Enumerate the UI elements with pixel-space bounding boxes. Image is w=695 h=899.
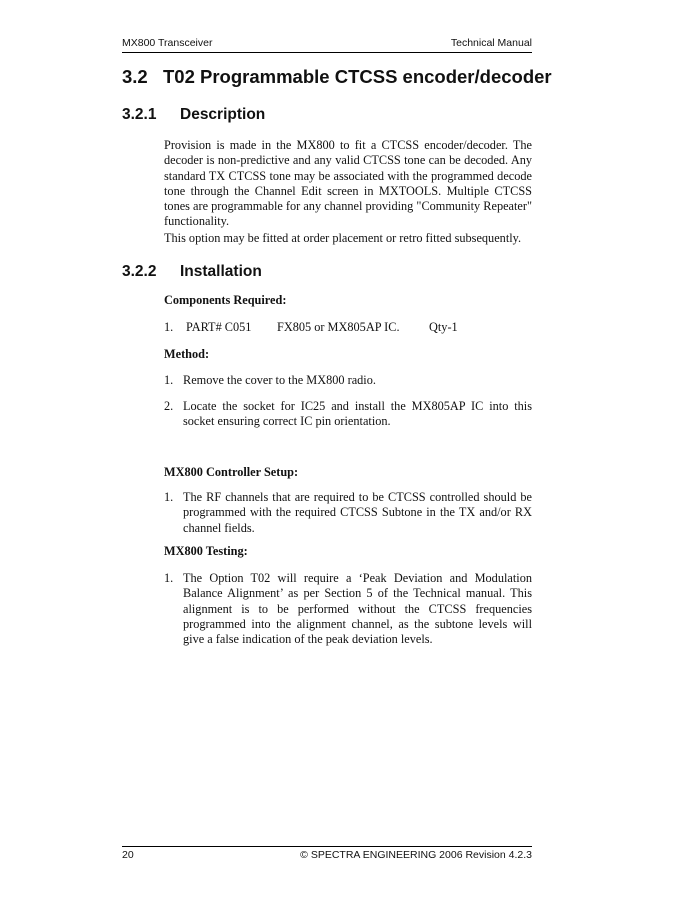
component-part: PART# C051 <box>186 320 252 334</box>
installation-heading <box>122 263 262 281</box>
component-number: 1. <box>164 320 174 334</box>
description-paragraph: Provision is made in the MX800 to fit a CTCSS encoder/decoder. The decoder is non-predictive and any valid CTCSS tone can be decoded. Any standard TX CTCSS tone may be associated with the programmed decode tone through the Channel Edit screen in MXTOOLS. Multiple CTCSS tones are programmable for any channel providing "Community Repeater" functionality. <box>164 138 532 229</box>
step-text: The Option T02 will require a ‘Peak Deviation and Modulation Balance Alignment’ as per Section 5 of the Technical manual. This alignment is to be performed without the CTCSS frequencies programmed into the alignment channel, as the subtone levels will give a false indication of the peak deviation levels. <box>183 571 532 647</box>
page-header <box>122 37 532 51</box>
section-heading <box>122 66 552 88</box>
step-number: 2. <box>164 399 174 413</box>
step-number: 1. <box>164 571 174 585</box>
step-text: Remove the cover to the MX800 radio. <box>183 373 376 387</box>
testing-step <box>164 571 532 647</box>
step-number: 1. <box>164 490 174 504</box>
header-document-type: Technical Manual <box>450 37 532 49</box>
testing-label: MX800 Testing: <box>164 544 248 558</box>
description-paragraph: This option may be fitted at order placement or retro fitted subsequently. <box>164 231 522 245</box>
installation-title: Installation <box>180 263 262 280</box>
section-number: 3.2 <box>122 66 148 87</box>
description-heading <box>122 106 265 124</box>
controller-step <box>164 490 532 536</box>
method-step <box>164 399 532 430</box>
controller-setup-label: MX800 Controller Setup: <box>164 465 299 479</box>
component-quantity: Qty-1 <box>429 320 458 334</box>
component-description: FX805 or MX805AP IC. <box>277 320 400 334</box>
components-label: Components Required: <box>164 293 287 307</box>
installation-number: 3.2.2 <box>122 263 157 280</box>
method-label: Method: <box>164 347 210 361</box>
page-number: 20 <box>122 849 134 861</box>
description-number: 3.2.1 <box>122 106 157 123</box>
step-number: 1. <box>164 373 174 387</box>
step-text: The RF channels that are required to be CTCSS controlled should be programmed with the required CTCSS Subtone in the TX and/or RX channel fields. <box>183 490 532 535</box>
description-title: Description <box>180 106 266 123</box>
method-step <box>164 373 532 388</box>
footer-copyright: © SPECTRA ENGINEERING 2006 Revision 4.2.3 <box>300 849 532 861</box>
header-product: MX800 Transceiver <box>122 37 213 49</box>
footer-rule <box>122 846 532 847</box>
header-rule <box>122 52 532 53</box>
component-row <box>164 320 532 336</box>
step-text: Locate the socket for IC25 and install the MX805AP IC into this socket ensuring correct IC pin orientation. <box>183 399 532 429</box>
section-title: T02 Programmable CTCSS encoder/decoder <box>163 66 552 87</box>
page-footer <box>122 849 532 863</box>
